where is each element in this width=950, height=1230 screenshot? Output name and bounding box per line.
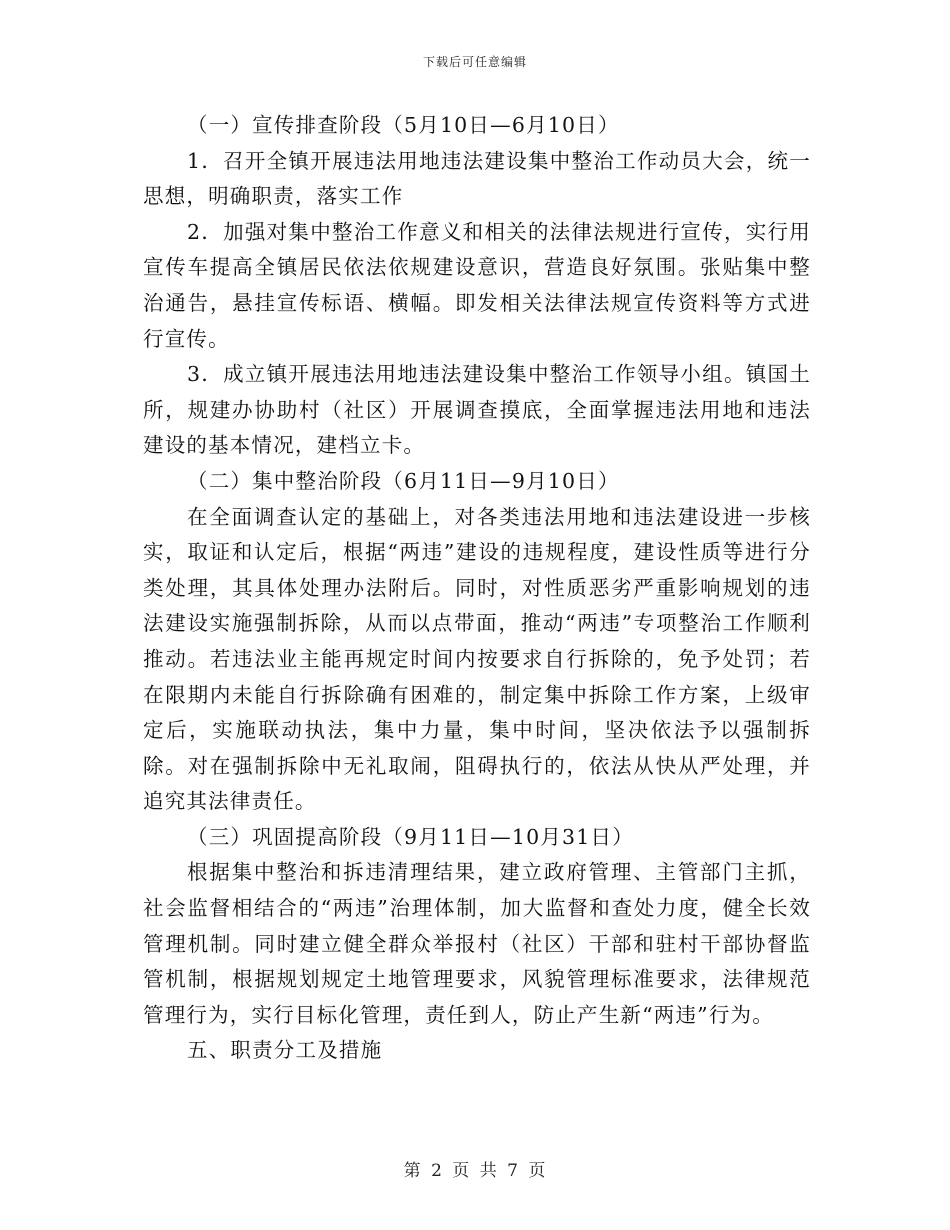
section-heading-responsibilities: 五、职责分工及措施 [187, 1038, 383, 1063]
page-header: 下载后可任意编辑 [422, 55, 527, 69]
section-heading-rectification: （二）集中整治阶段（6月11日—9月10日） [187, 468, 620, 493]
paragraph-item-1: 1．召开全镇开展违法用地违法建设集中整治工作动员大会，统一思想，明确职责，落实工作 [143, 148, 811, 209]
paragraph-item-2: 2．加强对集中整治工作意义和相关的法律法规进行宣传，实行用宣传车提高全镇居民依法依规建设意识，营造良好氛围。张贴集中整治通告，悬挂宣传标语、横幅。即发相关法律法规宣传资料等方式进行宣传。 [143, 219, 811, 351]
page-number-footer: 第 2 页 共 7 页 [403, 1161, 547, 1181]
document-body [143, 108, 811, 1069]
paragraph-item-3: 3．成立镇开展违法用地违法建设集中整治工作领导小组。镇国土所，规建办协助村（社区）开展调查摸底，全面掌握违法用地和违法建设的基本情况，建档立卡。 [143, 362, 811, 458]
paragraph-consolidation: 根据集中整治和拆违清理结果，建立政府管理、主管部门主抓，社会监督相结合的“两违”治理体制，加大监督和查处力度，健全长效管理机制。同时建立健全群众举报村（社区）干部和驻村干部协督监管机制，根据规划规定土地管理要求，风貌管理标准要求，法律规范管理行为，实行目标化管理，责任到人，防止产生新“两违”行为。 [143, 860, 811, 1027]
section-heading-publicity: （一）宣传排查阶段（5月10日—6月10日） [187, 113, 620, 137]
paragraph-rectification: 在全面调查认定的基础上，对各类违法用地和违法建设进一步核实，取证和认定后，根据“两违”建设的违规程度，建设性质等进行分类处理，其具体处理办法附后。同时，对性质恶劣严重影响规划的违法建设实施强制拆除，从而以点带面，推动“两违”专项整治工作顺利推动。若违法业主能再规定时间内按要求自行拆除的，免予处罚；若在限期内未能自行拆除确有困难的，制定集中拆除工作方案，上级审定后，实施联动执法，集中力量，集中时间，坚决依法予以强制拆除。对在强制拆除中无礼取闹，阻碍执行的，依法从快从严处理，并追究其法律责任。 [143, 504, 811, 814]
section-heading-consolidation: （三）巩固提高阶段（9月11日—10月31日） [187, 824, 634, 849]
